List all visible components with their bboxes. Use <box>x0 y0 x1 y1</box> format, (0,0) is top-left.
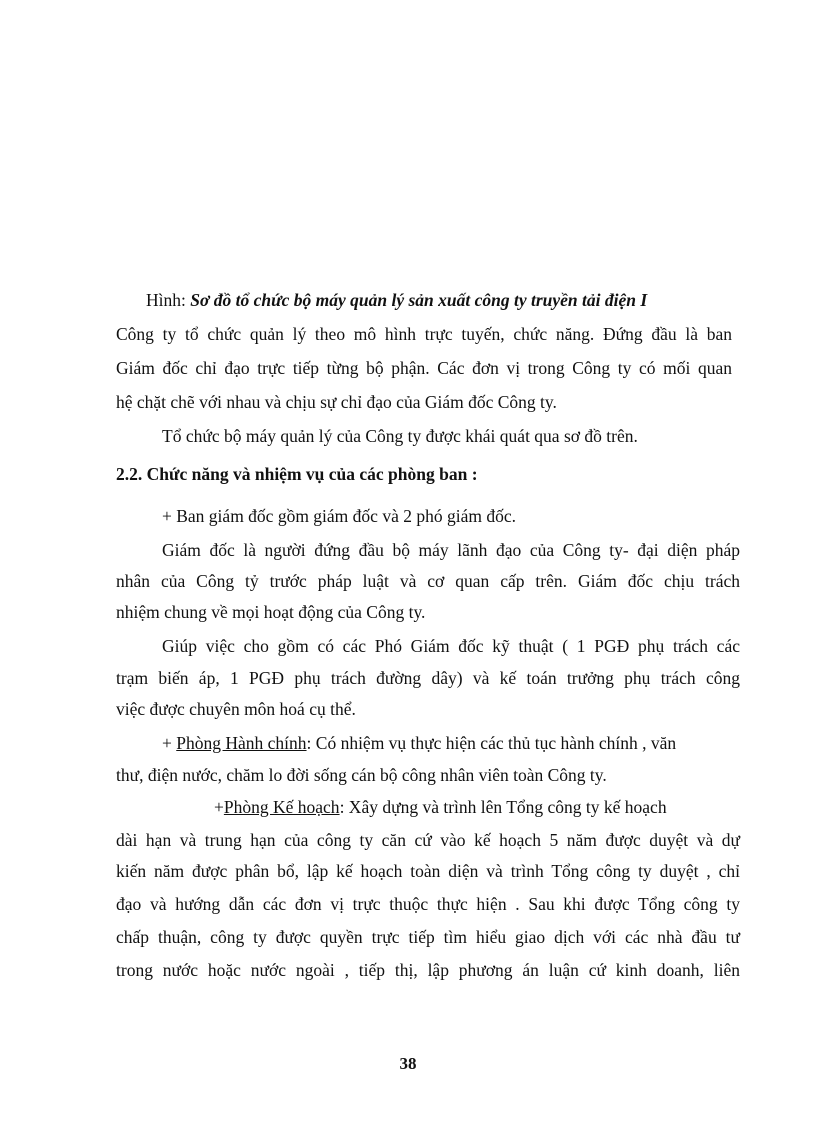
figure-caption <box>146 289 647 311</box>
board-line: + Ban giám đốc gồm giám đốc và 2 phó giám đốc. <box>162 506 516 526</box>
director-line-1: Giám đốc là người đứng đầu bộ máy lãnh đạo của Công ty- đại diện pháp <box>162 540 740 560</box>
admin-line-1-text: : Có nhiệm vụ thực hiện các thủ tục hành chính , văn <box>306 733 677 753</box>
assist-line-3: việc được chuyên môn hoá cụ thể. <box>116 699 356 719</box>
planning-line-1 <box>214 796 667 818</box>
intro-line-3: hệ chặt chẽ với nhau và chịu sự chỉ đạo của Giám đốc Công ty. <box>116 392 557 412</box>
director-line-2: nhân của Công tỷ trước pháp luật và cơ quan cấp trên. Giám đốc chịu trách <box>116 571 740 591</box>
planning-prefix: + <box>214 797 224 817</box>
planning-line-1-text: : Xây dựng và trình lên Tổng công ty kế hoạch <box>339 797 667 817</box>
page-number: 38 <box>399 1054 417 1073</box>
intro-line-4: Tổ chức bộ máy quản lý của Công ty được khái quát qua sơ đồ trên. <box>162 426 638 446</box>
director-line-3: nhiệm chung về mọi hoạt động của Công ty. <box>116 602 426 622</box>
planning-line-4: đạo và hướng dẫn các đơn vị trực thuộc thực hiện . Sau khi được Tổng công ty <box>116 894 740 914</box>
section-heading: 2.2. Chức năng và nhiệm vụ của các phòng ban : <box>116 464 478 484</box>
intro-line-2: Giám đốc chỉ đạo trực tiếp từng bộ phận. Các đơn vị trong Công ty có mối quan <box>116 358 732 378</box>
intro-line-1: Công ty tổ chức quản lý theo mô hình trực tuyến, chức năng. Đứng đầu là ban <box>116 324 732 344</box>
caption-title: Sơ đồ tổ chức bộ máy quản lý sản xuất công ty truyền tải điện I <box>190 290 648 310</box>
planning-line-6: trong nước hoặc nước ngoài , tiếp thị, lập phương án luận cứ kinh doanh, liên <box>116 960 740 980</box>
admin-line-1 <box>162 732 740 754</box>
planning-department-name: Phòng Kế hoạch <box>223 797 340 817</box>
admin-line-2: thư, điện nước, chăm lo đời sống cán bộ công nhân viên toàn Công ty. <box>116 765 607 785</box>
admin-department-name: Phòng Hành chính <box>176 733 307 753</box>
assist-line-2: trạm biến áp, 1 PGĐ phụ trách đường dây) và kế toán trưởng phụ trách công <box>116 668 740 688</box>
planning-line-5: chấp thuận, công ty được quyền trực tiếp tìm hiểu giao dịch với các nhà đầu tư <box>116 927 740 947</box>
planning-line-3: kiến năm được phân bổ, lập kế hoạch toàn diện và trình Tổng công ty duyệt , chỉ <box>116 861 740 881</box>
assist-line-1: Giúp việc cho gồm có các Phó Giám đốc kỹ thuật ( 1 PGĐ phụ trách các <box>162 636 740 656</box>
planning-line-2: dài hạn và trung hạn của công ty căn cứ vào kế hoạch 5 năm được duyệt và dự <box>116 830 740 850</box>
caption-prefix: Hình: <box>146 290 191 310</box>
admin-prefix: + <box>162 733 177 753</box>
